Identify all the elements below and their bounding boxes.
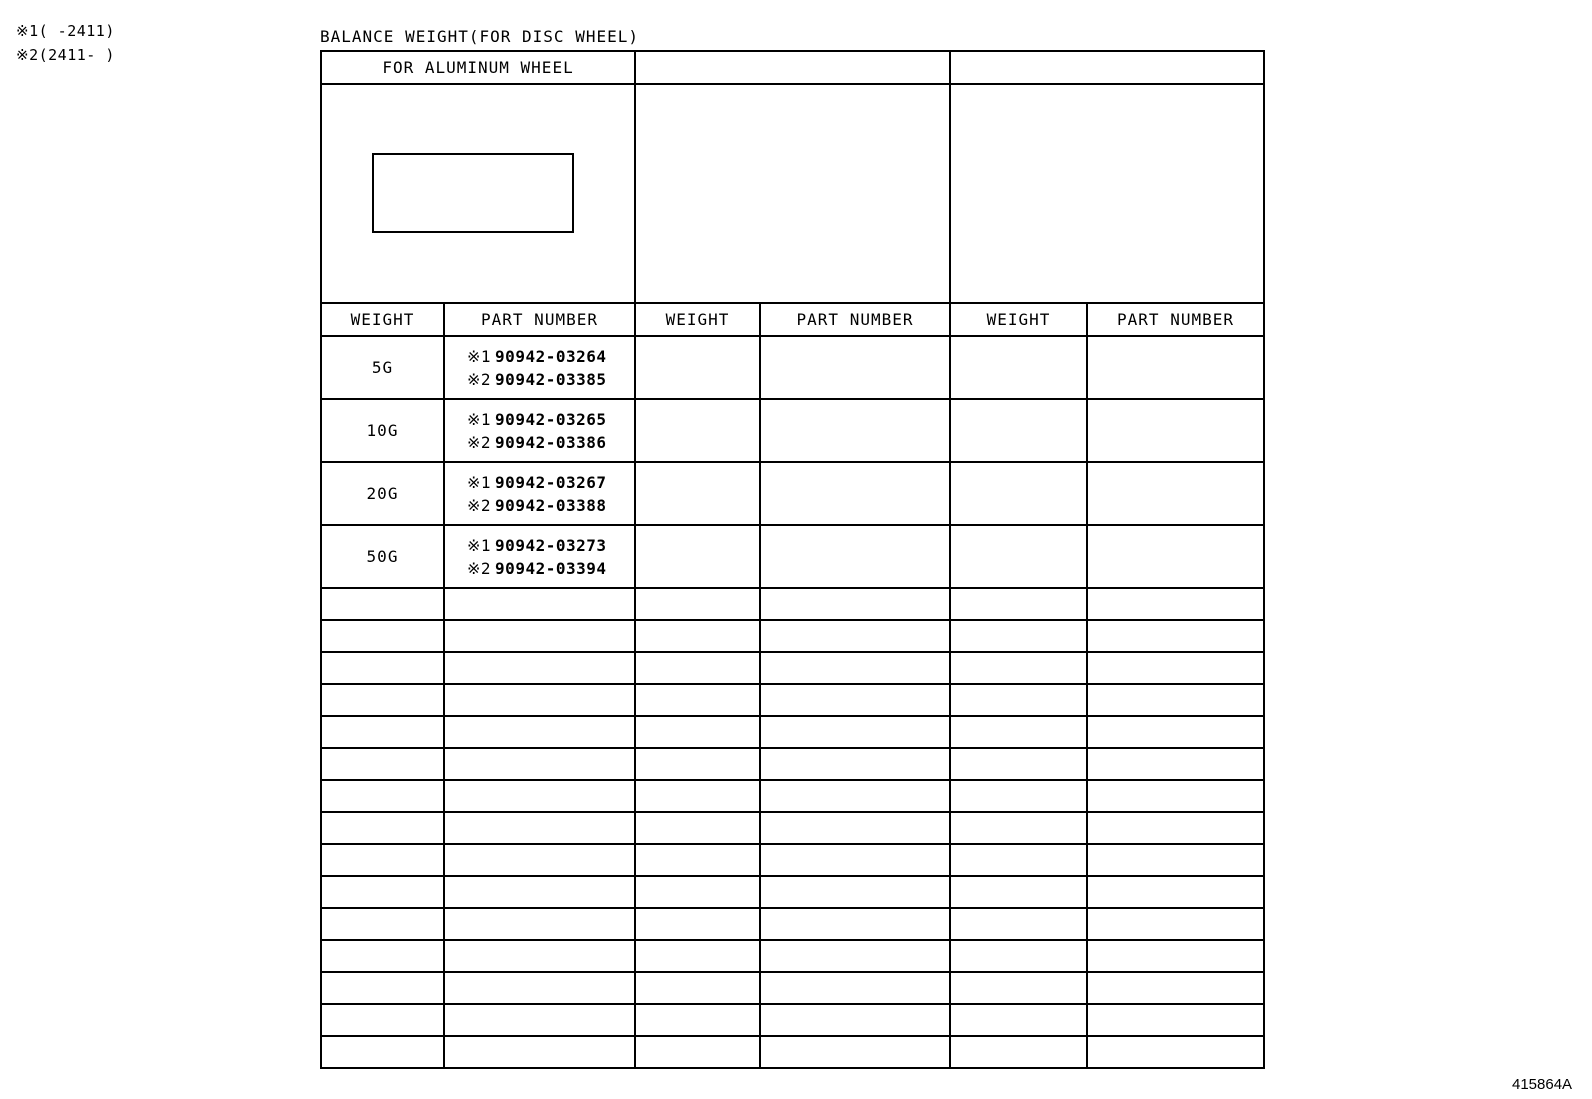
empty-cell	[444, 844, 635, 876]
empty-cell	[321, 876, 444, 908]
empty-cell	[635, 684, 760, 716]
empty-cell	[760, 876, 950, 908]
empty-table-row	[321, 908, 1264, 940]
part-number: 90942-03388	[495, 495, 607, 515]
empty-cell	[760, 1036, 950, 1068]
note-range: ( -2411)	[38, 22, 115, 40]
empty-cell	[321, 780, 444, 812]
pn-mark: ※2	[467, 432, 492, 452]
empty-table-row	[321, 748, 1264, 780]
empty-cell	[444, 652, 635, 684]
empty-cell	[950, 620, 1087, 652]
pn-mark: ※1	[467, 346, 492, 366]
illustration-cell-3	[950, 84, 1264, 303]
part-number: 90942-03273	[495, 535, 607, 555]
part-number: 90942-03264	[495, 346, 607, 366]
empty-cell	[635, 748, 760, 780]
empty-table-row	[321, 588, 1264, 620]
empty-cell	[635, 1036, 760, 1068]
empty-table-row	[321, 780, 1264, 812]
empty-cell	[950, 780, 1087, 812]
empty-cell	[321, 716, 444, 748]
weight-cell: 10G	[321, 399, 444, 462]
empty-cell	[321, 588, 444, 620]
empty-cell	[950, 844, 1087, 876]
empty-cell	[950, 940, 1087, 972]
empty-cell	[760, 1004, 950, 1036]
part-number: 90942-03394	[495, 558, 607, 578]
group-header-2	[635, 51, 950, 84]
empty-cell	[1087, 588, 1264, 620]
empty-cell	[635, 462, 760, 525]
empty-cell	[635, 620, 760, 652]
empty-cell	[1087, 1004, 1264, 1036]
empty-cell	[1087, 525, 1264, 588]
table-row	[321, 399, 1264, 462]
empty-cell	[760, 399, 950, 462]
empty-table-row	[321, 1036, 1264, 1068]
empty-cell	[1087, 336, 1264, 399]
empty-cell	[635, 525, 760, 588]
empty-table-row	[321, 812, 1264, 844]
empty-cell	[444, 1036, 635, 1068]
part-number-cell	[444, 336, 635, 399]
illustration-cell-aluminum	[321, 84, 635, 303]
empty-cell	[321, 1036, 444, 1068]
empty-cell	[635, 399, 760, 462]
pn-mark: ※2	[467, 558, 492, 578]
weight-cell: 5G	[321, 336, 444, 399]
empty-table-row	[321, 716, 1264, 748]
empty-cell	[760, 684, 950, 716]
empty-cell	[635, 588, 760, 620]
empty-cell	[444, 812, 635, 844]
empty-cell	[444, 908, 635, 940]
illustration-cell-2	[635, 84, 950, 303]
note-mark: ※2	[16, 46, 39, 64]
empty-cell	[950, 462, 1087, 525]
empty-cell	[950, 812, 1087, 844]
empty-cell	[635, 336, 760, 399]
illustration-row	[321, 84, 1264, 303]
empty-cell	[444, 940, 635, 972]
col-weight-header: WEIGHT	[950, 303, 1087, 336]
pn-mark: ※1	[467, 472, 492, 492]
empty-cell	[760, 748, 950, 780]
empty-cell	[950, 684, 1087, 716]
empty-table-row	[321, 684, 1264, 716]
table-row	[321, 336, 1264, 399]
empty-cell	[950, 876, 1087, 908]
col-part-number-header: PART NUMBER	[444, 303, 635, 336]
empty-cell	[1087, 652, 1264, 684]
empty-cell	[321, 620, 444, 652]
col-weight-header: WEIGHT	[321, 303, 444, 336]
empty-cell	[1087, 462, 1264, 525]
serial-note-1	[16, 22, 115, 40]
empty-cell	[635, 812, 760, 844]
empty-table-row	[321, 620, 1264, 652]
empty-cell	[760, 780, 950, 812]
empty-cell	[950, 336, 1087, 399]
part-number: 90942-03267	[495, 472, 607, 492]
empty-cell	[760, 812, 950, 844]
empty-cell	[444, 684, 635, 716]
empty-cell	[1087, 972, 1264, 1004]
note-mark: ※1	[16, 22, 39, 40]
group-header-row	[321, 51, 1264, 84]
empty-cell	[950, 399, 1087, 462]
empty-cell	[1087, 716, 1264, 748]
drawing-number: 415864A	[1512, 1076, 1573, 1093]
empty-cell	[321, 972, 444, 1004]
group-header-3	[950, 51, 1264, 84]
empty-cell	[1087, 620, 1264, 652]
col-weight-header: WEIGHT	[635, 303, 760, 336]
empty-cell	[1087, 844, 1264, 876]
empty-cell	[1087, 876, 1264, 908]
empty-table-row	[321, 652, 1264, 684]
empty-table-row	[321, 940, 1264, 972]
empty-cell	[1087, 399, 1264, 462]
empty-cell	[950, 1036, 1087, 1068]
empty-cell	[444, 876, 635, 908]
empty-cell	[444, 780, 635, 812]
empty-cell	[635, 940, 760, 972]
empty-cell	[760, 844, 950, 876]
empty-cell	[760, 588, 950, 620]
empty-cell	[444, 620, 635, 652]
empty-cell	[1087, 684, 1264, 716]
weight-cell: 50G	[321, 525, 444, 588]
part-number-cell	[444, 399, 635, 462]
empty-cell	[635, 844, 760, 876]
pn-mark: ※2	[467, 369, 492, 389]
empty-cell	[321, 812, 444, 844]
empty-cell	[760, 716, 950, 748]
empty-cell	[635, 652, 760, 684]
balance-weight-illustration	[372, 153, 574, 233]
empty-cell	[950, 908, 1087, 940]
weight-cell: 20G	[321, 462, 444, 525]
empty-cell	[321, 844, 444, 876]
balance-weight-table	[320, 50, 1265, 1069]
table-row	[321, 525, 1264, 588]
empty-cell	[950, 652, 1087, 684]
empty-cell	[321, 684, 444, 716]
empty-cell	[760, 908, 950, 940]
empty-cell	[635, 716, 760, 748]
pn-mark: ※2	[467, 495, 492, 515]
column-header-row	[321, 303, 1264, 336]
empty-cell	[950, 972, 1087, 1004]
empty-cell	[321, 1004, 444, 1036]
pn-mark: ※1	[467, 535, 492, 555]
empty-cell	[760, 940, 950, 972]
page-title: BALANCE WEIGHT(FOR DISC WHEEL)	[320, 27, 639, 46]
empty-cell	[1087, 748, 1264, 780]
empty-cell	[321, 908, 444, 940]
part-number: 90942-03386	[495, 432, 607, 452]
empty-table-row	[321, 1004, 1264, 1036]
col-part-number-header: PART NUMBER	[1087, 303, 1264, 336]
empty-cell	[321, 748, 444, 780]
empty-cell	[760, 620, 950, 652]
empty-cell	[950, 588, 1087, 620]
group-header-aluminum: FOR ALUMINUM WHEEL	[321, 51, 635, 84]
empty-table-row	[321, 972, 1264, 1004]
note-range: (2411- )	[38, 46, 115, 64]
empty-cell	[760, 336, 950, 399]
empty-cell	[635, 780, 760, 812]
pn-mark: ※1	[467, 409, 492, 429]
empty-cell	[1087, 908, 1264, 940]
empty-cell	[635, 1004, 760, 1036]
empty-cell	[444, 748, 635, 780]
empty-cell	[760, 972, 950, 1004]
empty-cell	[444, 588, 635, 620]
empty-cell	[950, 1004, 1087, 1036]
empty-cell	[760, 525, 950, 588]
part-number: 90942-03265	[495, 409, 607, 429]
empty-cell	[321, 652, 444, 684]
part-number: 90942-03385	[495, 369, 607, 389]
empty-cell	[444, 972, 635, 1004]
serial-note-2	[16, 46, 115, 64]
empty-cell	[950, 525, 1087, 588]
table-row	[321, 462, 1264, 525]
part-number-cell	[444, 462, 635, 525]
empty-cell	[950, 748, 1087, 780]
empty-cell	[444, 1004, 635, 1036]
empty-cell	[1087, 940, 1264, 972]
empty-cell	[950, 716, 1087, 748]
part-number-cell	[444, 525, 635, 588]
empty-cell	[635, 876, 760, 908]
empty-table-row	[321, 844, 1264, 876]
empty-cell	[760, 462, 950, 525]
empty-cell	[635, 972, 760, 1004]
empty-rows-body	[321, 588, 1264, 1068]
empty-cell	[444, 716, 635, 748]
col-part-number-header: PART NUMBER	[760, 303, 950, 336]
empty-cell	[635, 908, 760, 940]
empty-table-row	[321, 876, 1264, 908]
empty-cell	[321, 940, 444, 972]
empty-cell	[1087, 1036, 1264, 1068]
empty-cell	[760, 652, 950, 684]
empty-cell	[1087, 812, 1264, 844]
empty-cell	[1087, 780, 1264, 812]
